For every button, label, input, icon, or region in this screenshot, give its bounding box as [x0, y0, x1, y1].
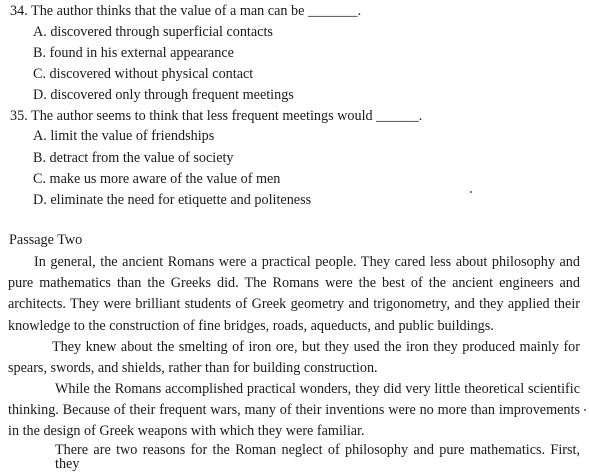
question-35-option-a: A. limit the value of friendships	[33, 128, 215, 144]
passage-line: in the design of Greek weapons with which they were familiar.	[8, 423, 365, 439]
scan-speck	[584, 409, 586, 411]
passage-line: architects. They were brilliant students of Greek geometry and trigonometry, and they applied their	[8, 296, 580, 312]
question-35-option-b: B. detract from the value of society	[33, 150, 234, 166]
passage-line: thinking. Because of their frequent wars, many of their inventions were no more than improvements	[8, 402, 580, 418]
passage-line: While the Romans accomplished practical wonders, they did very little theoretical scientific	[55, 381, 580, 397]
passage-line: There are two reasons for the Roman neglect of philosophy and pure mathematics. First, they	[55, 442, 580, 472]
passage-line: spears, swords, and shields, rather than for building construction.	[8, 360, 378, 376]
passage-line: pure mathematics than the Greeks did. The Romans were the best of the ancient engineers and	[8, 275, 580, 291]
passage-title: Passage Two	[9, 232, 83, 248]
question-34-option-c: C. discovered without physical contact	[33, 66, 254, 82]
question-34-stem: 34. The author thinks that the value of a man can be _______.	[10, 3, 362, 19]
question-34-option-d: D. discovered only through frequent meetings	[33, 87, 294, 103]
passage-line: knowledge to the construction of fine bridges, roads, aqueducts, and public buildings.	[8, 318, 494, 334]
passage-line: They knew about the smelting of iron ore, but they used the iron they produced mainly for	[52, 339, 580, 355]
scan-speck	[470, 191, 472, 193]
question-34-option-b: B. found in his external appearance	[33, 45, 234, 61]
passage-line: In general, the ancient Romans were a practical people. They cared less about philosophy and	[34, 254, 580, 270]
question-35-option-c: C. make us more aware of the value of men	[33, 171, 281, 187]
question-34-option-a: A. discovered through superficial contacts	[33, 24, 273, 40]
question-35-stem: 35. The author seems to think that less frequent meetings would ______.	[10, 108, 423, 124]
question-35-option-d: D. eliminate the need for etiquette and politeness	[33, 192, 312, 208]
